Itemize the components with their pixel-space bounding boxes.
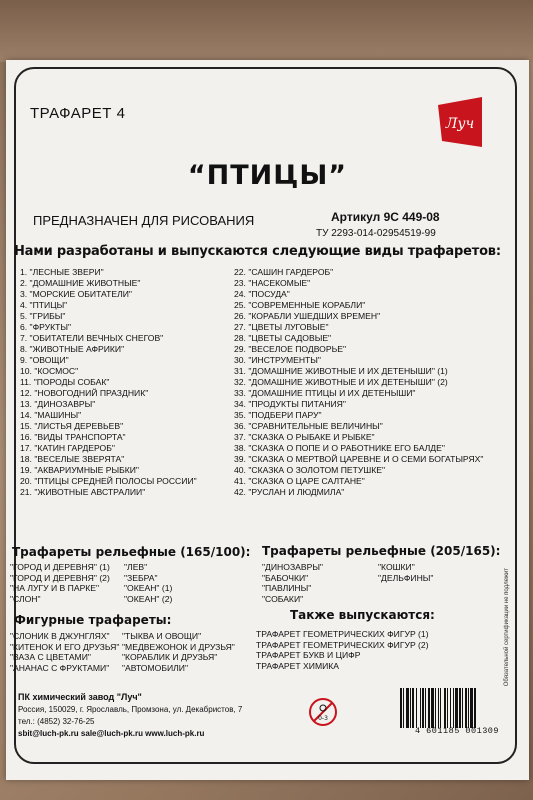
- page-title: “ПТИЦЫ”: [187, 160, 348, 191]
- list-item: 1. "ЛЕСНЫЕ ЗВЕРИ": [20, 267, 104, 277]
- list-item: 30. "ИНСТРУМЕНТЫ": [234, 355, 321, 365]
- list-item: 19. "АКВАРИУМНЫЕ РЫБКИ": [20, 465, 139, 475]
- list-item: 4. "ПТИЦЫ": [20, 300, 68, 310]
- list-item: "НА ЛУГУ И В ПАРКЕ": [10, 583, 100, 593]
- list-item: 12. "НОВОГОДНИЙ ПРАЗДНИК": [20, 388, 149, 398]
- company-phone: тел.: (4852) 32-76-25: [18, 717, 95, 726]
- series-label: ТРАФАРЕТ 4: [30, 105, 126, 122]
- list-item: "ЛЕВ": [124, 562, 148, 572]
- stencil-list-col1: [20, 267, 197, 498]
- list-item: "МЕДВЕЖОНОК И ДРУЗЬЯ": [122, 641, 235, 652]
- company-address: Россия, 150029, г. Ярославль, Промзона, ул. Декабристов, 7: [18, 705, 243, 714]
- list-item: "БАБОЧКИ": [262, 572, 309, 583]
- list-item: 36. "СРАВНИТЕЛЬНЫЕ ВЕЛИЧИНЫ": [234, 421, 383, 431]
- list-item: 11. "ПОРОДЫ СОБАК": [20, 377, 110, 387]
- list-item: "ОКЕАН" (1): [124, 583, 173, 593]
- relief-165-heading: Трафареты рельефные (165/100):: [12, 545, 251, 559]
- list-item: 39. "СКАЗКА О МЕРТВОЙ ЦАРЕВНЕ И О СЕМИ БОГАТЫРЯХ": [234, 454, 484, 464]
- purpose-text: ПРЕДНАЗНАЧЕН ДЛЯ РИСОВАНИЯ: [33, 213, 255, 228]
- list-item: 9. "ОВОЩИ": [20, 355, 69, 365]
- age-warning-icon: [308, 697, 338, 727]
- list-item: 10. "КОСМОС": [20, 366, 79, 376]
- list-item: ТРАФАРЕТ ГЕОМЕТРИЧЕСКИХ ФИГУР (1): [256, 629, 429, 639]
- list-item: 13. "ДИНОЗАВРЫ": [20, 399, 96, 409]
- barcode-number: 4 601185 001309: [414, 726, 499, 736]
- background-top: [0, 0, 533, 62]
- list-item: 16. "ВИДЫ ТРАНСПОРТА": [20, 432, 126, 442]
- list-item: 7. "ОБИТАТЕЛИ ВЕЧНЫХ СНЕГОВ": [20, 333, 164, 343]
- list-item: 23. "НАСЕКОМЫЕ": [234, 278, 311, 288]
- also-heading: Также выпускаются:: [290, 608, 435, 622]
- figured-right: [122, 631, 235, 673]
- list-item: 31. "ДОМАШНИЕ ЖИВОТНЫЕ И ИХ ДЕТЕНЫШИ" (1): [234, 366, 448, 376]
- luch-logo: [438, 97, 482, 147]
- list-item: 28. "ЦВЕТЫ САДОВЫЕ": [234, 333, 332, 343]
- relief-205-heading: Трафареты рельефные (205/165):: [262, 544, 501, 558]
- list-item: 41. "СКАЗКА О ЦАРЕ САЛТАНЕ": [234, 476, 365, 486]
- list-item: "АНАНАС С ФРУКТАМИ": [10, 662, 110, 673]
- company-name: ПК химический завод "Луч": [18, 692, 142, 702]
- list-item: 32. "ДОМАШНИЕ ЖИВОТНЫЕ И ИХ ДЕТЕНЫШИ" (2): [234, 377, 448, 387]
- list-item: 18. "ВЕСЕЛЫЕ ЗВЕРЯТА": [20, 454, 125, 464]
- certification-note: Обязательной сертификации не подлежит: [504, 568, 510, 687]
- list-item: 3. "МОРСКИЕ ОБИТАТЕЛИ": [20, 289, 132, 299]
- list-item: 5. "ГРИБЫ": [20, 311, 66, 321]
- list-item: "ДИНОЗАВРЫ": [262, 562, 323, 572]
- list-item: "КИТЕНОК И ЕГО ДРУЗЬЯ": [10, 641, 120, 652]
- list-item: 25. "СОВРЕМЕННЫЕ КОРАБЛИ": [234, 300, 366, 310]
- list-item: "КОРАБЛИК И ДРУЗЬЯ": [122, 652, 218, 662]
- stencil-insert-sheet: [6, 60, 529, 780]
- list-item: 38. "СКАЗКА О ПОПЕ И О РАБОТНИКЕ ЕГО БАЛДЕ": [234, 443, 445, 453]
- list-item: ТРАФАРЕТ ГЕОМЕТРИЧЕСКИХ ФИГУР (2): [256, 639, 429, 650]
- list-item: "ВАЗА С ЦВЕТАМИ": [10, 652, 91, 662]
- list-item: 15. "ЛИСТЬЯ ДЕРЕВЬЕВ": [20, 421, 124, 431]
- tu-text: ТУ 2293-014-02954519-99: [316, 228, 436, 239]
- relief-165-left: [10, 562, 110, 604]
- list-item: "АВТОМОБИЛИ": [122, 662, 189, 673]
- list-item: ТРАФАРЕТ ХИМИКА: [256, 660, 340, 671]
- list-item: "ТЫКВА И ОВОЩИ": [122, 631, 202, 641]
- list-item: 17. "КАТИН ГАРДЕРОБ": [20, 443, 115, 453]
- list-item: 34. "ПРОДУКТЫ ПИТАНИЯ": [234, 399, 346, 409]
- list-item: "КОШКИ": [378, 562, 415, 572]
- sku-text: Артикул 9С 449-08: [331, 210, 440, 224]
- list-item: 14. "МАШИНЫ": [20, 410, 82, 420]
- list-item: "ГОРОД И ДЕРЕВНЯ" (1): [10, 562, 110, 572]
- list-item: 2. "ДОМАШНИЕ ЖИВОТНЫЕ": [20, 278, 141, 288]
- list-item: 26. "КОРАБЛИ УШЕДШИХ ВРЕМЕН": [234, 311, 381, 321]
- list-item: "ПАВЛИНЫ": [262, 583, 312, 593]
- relief-165-right: [124, 562, 172, 604]
- list-item: 24. "ПОСУДА": [234, 289, 290, 299]
- relief-205-right: [378, 562, 433, 583]
- list-item: "СЛОНИК В ДЖУНГЛЯХ": [10, 631, 110, 641]
- company-details: [18, 704, 242, 740]
- list-heading: Нами разработаны и выпускаются следующие виды трафаретов:: [14, 244, 501, 259]
- figured-left: [10, 631, 119, 673]
- list-item: 35. "ПОДБЕРИ ПАРУ": [234, 410, 322, 420]
- barcode-icon: [398, 688, 516, 728]
- also-list: [256, 629, 429, 671]
- list-item: 27. "ЦВЕТЫ ЛУГОВЫЕ": [234, 322, 329, 332]
- list-item: 29. "ВЕСЕЛОЕ ПОДВОРЬЕ": [234, 344, 347, 354]
- list-item: 20. "ПТИЦЫ СРЕДНЕЙ ПОЛОСЫ РОССИИ": [20, 476, 197, 486]
- company-contacts: sbit@luch-pk.ru sale@luch-pk.ru www.luch-pk.ru: [18, 729, 205, 738]
- list-item: 42. "РУСЛАН И ЛЮДМИЛА": [234, 487, 345, 497]
- list-item: 40. "СКАЗКА О ЗОЛОТОМ ПЕТУШКЕ": [234, 465, 386, 475]
- svg-text:Луч: Луч: [445, 116, 475, 132]
- list-item: "ЗЕБРА": [124, 572, 158, 583]
- list-item: 8. "ЖИВОТНЫЕ АФРИКИ": [20, 344, 125, 354]
- list-item: "ДЕЛЬФИНЫ": [378, 572, 434, 583]
- list-item: 37. "СКАЗКА О РЫБАКЕ И РЫБКЕ": [234, 432, 375, 442]
- figured-heading: Фигурные трафареты:: [14, 613, 172, 627]
- list-item: "СОБАКИ": [262, 593, 304, 604]
- list-item: 6. "ФРУКТЫ": [20, 322, 72, 332]
- relief-205-left: [262, 562, 323, 604]
- list-item: 33. "ДОМАШНИЕ ПТИЦЫ И ИХ ДЕТЕНЫШИ": [234, 388, 416, 398]
- age-label: 0-3: [318, 715, 328, 722]
- list-item: 22. "САШИН ГАРДЕРОБ": [234, 267, 334, 277]
- list-item: "СЛОН": [10, 593, 41, 604]
- list-item: "ГОРОД И ДЕРЕВНЯ" (2): [10, 572, 110, 583]
- stencil-list-col2: [234, 267, 483, 498]
- list-item: ТРАФАРЕТ БУКВ И ЦИФР: [256, 650, 361, 660]
- list-item: 21. "ЖИВОТНЫЕ АВСТРАЛИИ": [20, 487, 146, 497]
- list-item: "ОКЕАН" (2): [124, 593, 173, 604]
